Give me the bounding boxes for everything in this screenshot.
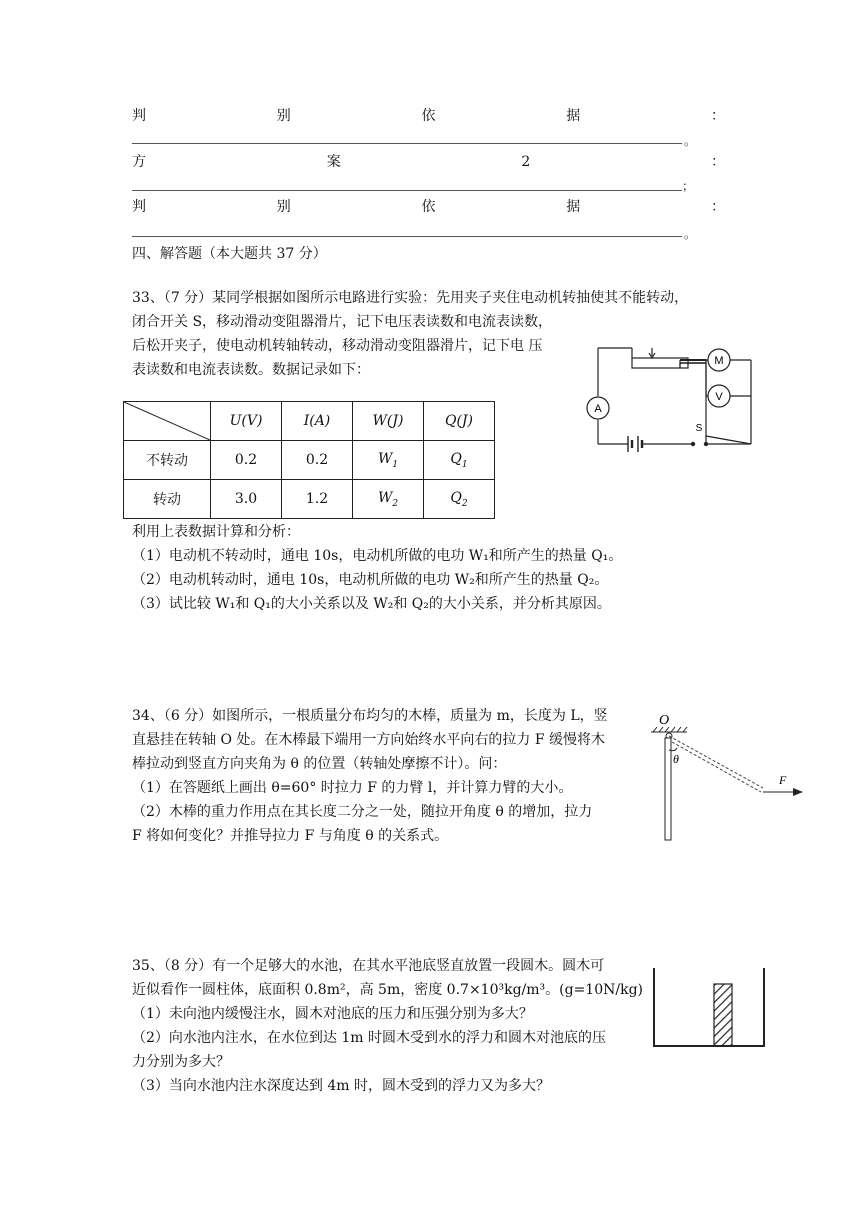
ammeter-label: A	[594, 403, 602, 415]
q33-line-1: 33、（7 分）某同学根据如图所示电路进行实验：先用夹子夹住电动机转抽使其不能转动，	[132, 290, 689, 306]
row-label: 不转动	[124, 441, 211, 480]
q34-line-4: （1）在答题纸上画出 θ=60° 时拉力 F 的力臂 l，并计算力臂的大小。	[132, 780, 573, 796]
cell-w: $W_1$	[353, 441, 424, 480]
answer-end-1: 。	[684, 134, 697, 148]
q35-line-3: （1）未向池内缓慢注水，圆木对池底的压力和压强分别为多大？	[132, 1006, 533, 1022]
answer-blank-2[interactable]	[132, 190, 682, 191]
answer-blank-1[interactable]	[132, 143, 682, 144]
q33-sub-1: （1）电动机不转动时，通电 10s，电动机所做的电功 W₁和所产生的热量 Q₁。	[132, 548, 623, 564]
q35-line-5: 力分别为多大？	[132, 1054, 230, 1070]
q33-analysis-intro: 利用上表数据计算和分析：	[132, 524, 300, 540]
cell-u: 3.0	[211, 480, 282, 519]
force-arrow-icon	[793, 788, 803, 796]
q35-line-6: （3）当向水池内注水深度达到 4m 时，圆木受到的浮力又为多大？	[132, 1078, 550, 1094]
q33-line-2: 闭合开关 S，移动滑动变阻器滑片，记下电压表读数和电流表读数，	[132, 314, 553, 330]
cell-i: 0.2	[282, 441, 353, 480]
switch-icon	[691, 442, 707, 445]
log-cylinder	[714, 984, 732, 1046]
angle-label: θ	[673, 752, 679, 766]
force-label: F	[779, 773, 787, 787]
circuit-diagram	[580, 338, 760, 458]
section-4-title: 四、解答题（本大题共 37 分）	[132, 246, 327, 262]
switch-label: S	[695, 423, 703, 434]
table-corner-cell	[124, 402, 211, 441]
cell-u: 0.2	[211, 441, 282, 480]
q33-sub-3: （3）试比较 W₁和 Q₁的大小关系以及 W₂和 Q₂的大小关系，并分析其原因。	[132, 596, 611, 612]
lever-diagram	[645, 710, 810, 845]
table-header-u: U(V)	[211, 402, 282, 441]
rod-vertical	[665, 738, 671, 840]
table-row	[124, 441, 495, 480]
q34-line-2: 直悬挂在转轴 O 处。在木棒最下端用一方向始终水平向右的拉力 F 缓慢将木	[132, 732, 605, 748]
rod-rotated	[669, 736, 763, 792]
q33-sub-2: （2）电动机转动时，通电 10s，电动机所做的电功 W₂和所产生的热量 Q₂。	[132, 572, 609, 588]
q33-line-3: 后松开夹子，使电动机转轴转动，移动滑动变阻器滑片，记下电 压	[132, 338, 543, 354]
cell-q: $Q_1$	[424, 441, 495, 480]
table-header-row	[124, 402, 495, 441]
q33-line-4: 表读数和电流表读数。数据记录如下：	[132, 362, 370, 378]
answer-blank-3[interactable]	[132, 236, 682, 237]
q34-line-6: F 将如何变化？并推导拉力 F 与角度 θ 的关系式。	[132, 828, 449, 844]
q35-line-2: 近似看作一圆柱体，底面积 0.8m²，高 5m，密度 0.7×10³kg/m³。(g=10N/kg)	[132, 982, 643, 998]
battery-icon	[628, 436, 642, 452]
cell-i: 1.2	[282, 480, 353, 519]
q34-line-3: 棒拉动到竖直方向夹角为 θ 的位置（转轴处摩擦不计）。问：	[132, 756, 507, 772]
table-header-w: W(J)	[353, 402, 424, 441]
pivot-label: O	[659, 713, 670, 728]
table-row	[124, 480, 495, 519]
answer-line-2: 方 案 2 ：	[132, 154, 725, 170]
q34-line-1: 34、（6 分）如图所示，一根质量分布均匀的木棒，质量为 m，长度为 L，竖	[132, 708, 608, 724]
table-header-q: Q(J)	[424, 402, 495, 441]
voltmeter-label: V	[715, 391, 723, 403]
diagonal-line	[124, 402, 210, 440]
answer-line-3: 判 别 依 据 ：	[132, 199, 725, 215]
row-label: 转动	[124, 480, 211, 519]
answer-line-1: 判 别 依 据 ：	[132, 108, 725, 124]
pool-walls	[654, 968, 764, 1046]
q35-line-4: （2）向水池内注水，在水位到达 1m 时圆木受到水的浮力和圆木对池底的压	[132, 1030, 606, 1046]
cell-w: $W_2$	[353, 480, 424, 519]
cell-q: $Q_2$	[424, 480, 495, 519]
motor-label: M	[714, 355, 724, 367]
answer-end-2: ；	[682, 179, 695, 193]
data-table	[123, 401, 495, 519]
answer-end-3: 。	[684, 227, 697, 241]
pool-diagram	[650, 964, 770, 1054]
table-header-i: I(A)	[282, 402, 353, 441]
q34-line-5: （2）木棒的重力作用点在其长度二分之一处，随拉开角度 θ 的增加，拉力	[132, 804, 593, 820]
q35-line-1: 35、（8 分）有一个足够大的水池，在其水平池底竖直放置一段圆木。圆木可	[132, 958, 605, 974]
ceiling-icon	[651, 727, 687, 732]
